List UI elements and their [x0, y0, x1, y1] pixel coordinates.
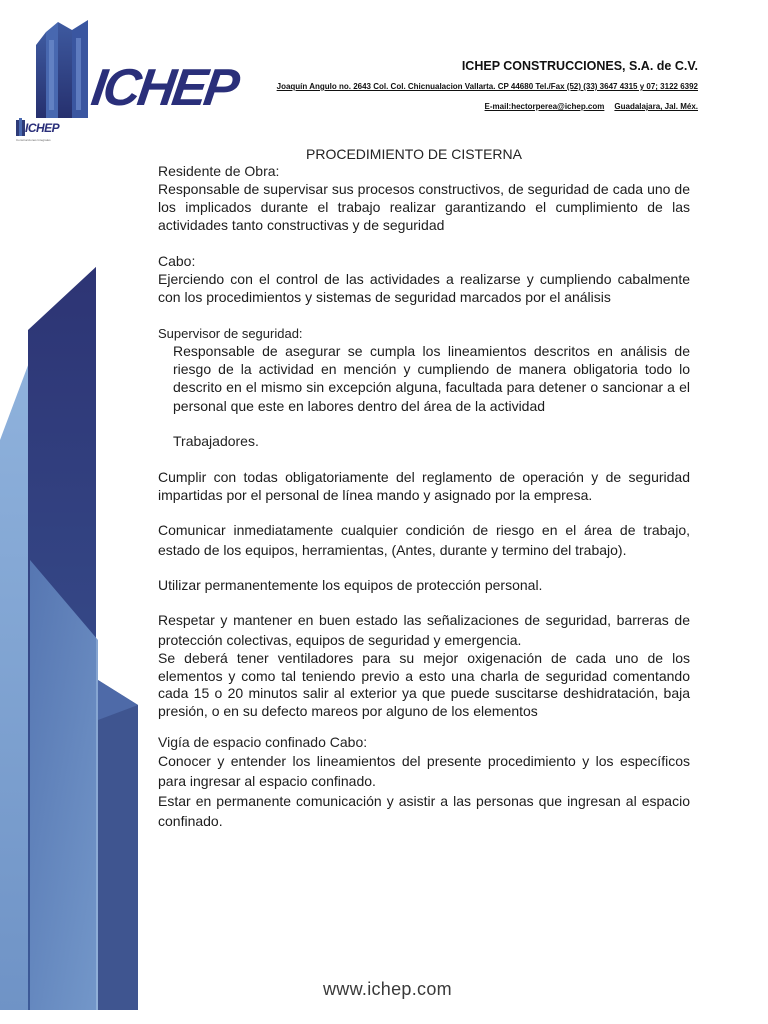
section-label-trabajadores: Trabajadores. [173, 432, 259, 449]
paragraph-trabajadores-4: Respetar y mantener en buen estado las señalizaciones de seguridad, barreras de protección colectivas, equipos de seguridad y emergencia. [158, 612, 690, 649]
section-label-residente: Residente de Obra: [158, 163, 280, 179]
section-label-vigia: Vigía de espacio confinado Cabo: [158, 734, 368, 751]
paragraph-residente: Responsable de supervisar sus procesos constructivos, de seguridad de cada uno de los implicados durante el trabajo realizar garantizando el cumplimiento de las actividades tanto constructivas y de seguridad [158, 181, 690, 234]
document-body [158, 163, 690, 831]
document-title: PROCEDIMIENTO DE CISTERNA [306, 146, 522, 162]
section-label-supervisor: Supervisor de seguridad: [158, 326, 303, 342]
paragraph-trabajadores-1: Cumplir con todas obligatoriamente del reglamento de operación y de seguridad impartidas por el personal de línea mando y asignado por la empresa. [158, 468, 690, 504]
company-logo: ICHEP [87, 59, 240, 117]
company-address: Joaquín Angulo no. 2643 Col. Col. Chicnualacion Vallarta. CP 44680 Tel./Fax (52) (33) 3647 4315 y 07; 3122 6392 [276, 82, 698, 91]
company-city: Guadalajara, Jal. Méx. [614, 102, 698, 111]
paragraph-trabajadores-2: Comunicar inmediatamente cualquier condición de riesgo en el área de trabajo, estado de los equipos, herramientas, (Antes, durante y termino del trabajo). [158, 522, 690, 559]
small-company-logo: ICHEP [25, 121, 60, 135]
paragraph-trabajadores-5: Se deberá tener ventiladores para su mejor oxigenación de cada uno de los elementos y como tal teniendo previo a esto una charla de seguridad comentando cada 15 o 20 minutos salir al exterior ya que puede suscitarse deshidratación, baja presión, o en su defecto mareos por alguno de los elementos [158, 650, 690, 719]
left-decorative-bands [0, 262, 138, 1010]
paragraph-vigia-2: Estar en permanente comunicación y asistir a las personas que ingresan al espacio confinado. [158, 793, 690, 830]
paragraph-trabajadores-3: Utilizar permanentemente los equipos de protección personal. [158, 577, 543, 594]
logo-buildings-icon [36, 20, 88, 118]
company-name: ICHEP CONSTRUCCIONES, S.A. de C.V. [461, 59, 698, 73]
section-label-cabo: Cabo: [158, 252, 196, 269]
company-email: E-mail:hectorperea@ichep.com [484, 102, 605, 111]
paragraph-supervisor: Responsable de asegurar se cumpla los lineamientos descritos en análisis de riesgo de la actividad en mención y cumpliendo de manera obligatoria todo lo descrito en el mismo sin excepción alguna, facultada para detener o sancionar a el personal que este en labores dentro del área de la actividad [173, 343, 690, 414]
paragraph-cabo: Ejerciendo con el control de las actividades a realizarse y cumpliendo cabalmente con los procedimientos y sistemas de seguridad marcados por el análisis [158, 270, 690, 305]
small-logo-tagline: Construcciones Integrales [16, 138, 51, 142]
footer-website: www.ichep.com [323, 979, 452, 999]
company-contact [485, 102, 698, 111]
small-logo-buildings-icon [16, 118, 25, 136]
paragraph-vigia-1: Conocer y entender los lineamientos del presente procedimiento y los específicos para ingresar al espacio confinado. [158, 753, 690, 790]
